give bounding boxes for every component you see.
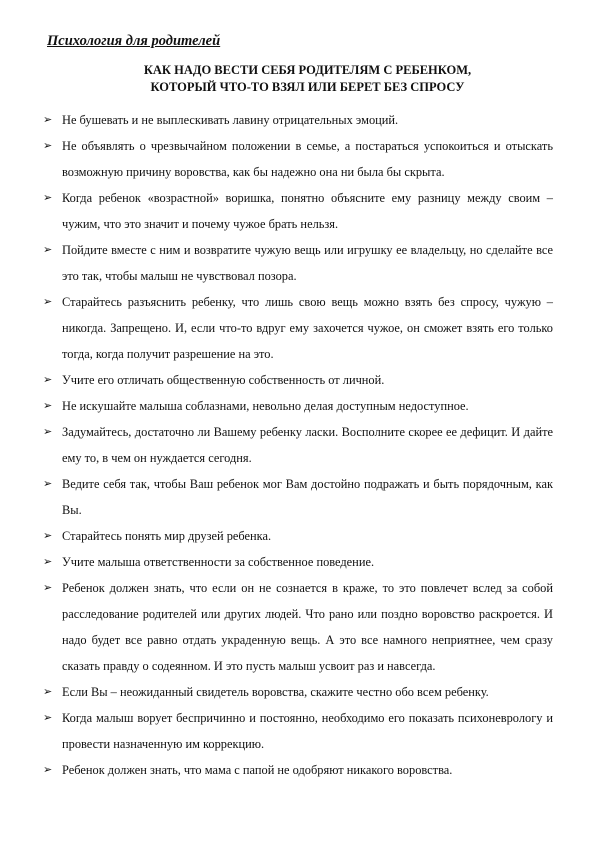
- list-item: ➢ Пойдите вместе с ним и возвратите чужую вещь или игрушку ее владельцу, но сделайте все это так, чтобы малыш не чувствовал позора.: [43, 237, 553, 289]
- document-title-line-1: КАК НАДО ВЕСТИ СЕБЯ РОДИТЕЛЯМ С РЕБЕНКОМ,: [143, 63, 472, 77]
- list-item: ➢ Старайтесь разъяснить ребенку, что лишь свою вещь можно взять без спросу, чужую – никогда. Запрещено. И, если что-то вдруг ему захочется чужое, он сможет взять его только тогда, когда получит разрешение на это.: [43, 289, 553, 367]
- section-title: Психология для родителей: [47, 33, 221, 49]
- list-item: ➢ Задумайтесь, достаточно ли Вашему ребенку ласки. Восполните скорее ее дефицит. И дайте ему то, в чем он нуждается сегодня.: [43, 419, 553, 471]
- list-item: ➢ Когда малыш ворует беспричинно и постоянно, необходимо его показать психоневрологу и провести назначенную им коррекцию.: [43, 705, 553, 757]
- document-title-line-2: КОТОРЫЙ ЧТО-ТО ВЗЯЛ ИЛИ БЕРЕТ БЕЗ СПРОСУ: [150, 80, 465, 94]
- list-item: ➢ Не бушевать и не выплескивать лавину отрицательных эмоций.: [43, 107, 553, 133]
- list-item: ➢ Не искушайте малыша соблазнами, невольно делая доступным недоступное.: [43, 393, 553, 419]
- list-item: ➢ Не объявлять о чрезвычайном положении в семье, а постараться успокоиться и отыскать возможную причину воровства, как бы надежно она ни была бы скрыта.: [43, 133, 553, 185]
- list-item: ➢ Когда ребенок «возрастной» воришка, понятно объясните ему разницу между своим – чужим, что это значит и почему чужое брать нельзя.: [43, 185, 553, 237]
- list-item: ➢ Ребенок должен знать, что если он не сознается в краже, то это повлечет вслед за собой расследование родителей или других людей. Что рано или поздно воровство раскроется. И надо будет все равно отдать украденную вещь. А это все намного неприятнее, чем сразу сказать правду о содеянном. И это пусть малыш усвоит раз и навсегда.: [43, 575, 553, 679]
- list-item: ➢ Старайтесь понять мир друзей ребенка.: [43, 523, 553, 549]
- advice-list: [43, 107, 553, 783]
- list-item: ➢ Ребенок должен знать, что мама с папой не одобряют никакого воровства.: [43, 757, 553, 783]
- list-item: ➢ Ведите себя так, чтобы Ваш ребенок мог Вам достойно подражать и быть порядочным, как Вы.: [43, 471, 553, 523]
- list-item: ➢ Учите его отличать общественную собственность от личной.: [43, 367, 553, 393]
- list-item: ➢ Если Вы – неожиданный свидетель воровства, скажите честно обо всем ребенку.: [43, 679, 553, 705]
- list-item: ➢ Учите малыша ответственности за собственное поведение.: [43, 549, 553, 575]
- document-title: [70, 62, 545, 96]
